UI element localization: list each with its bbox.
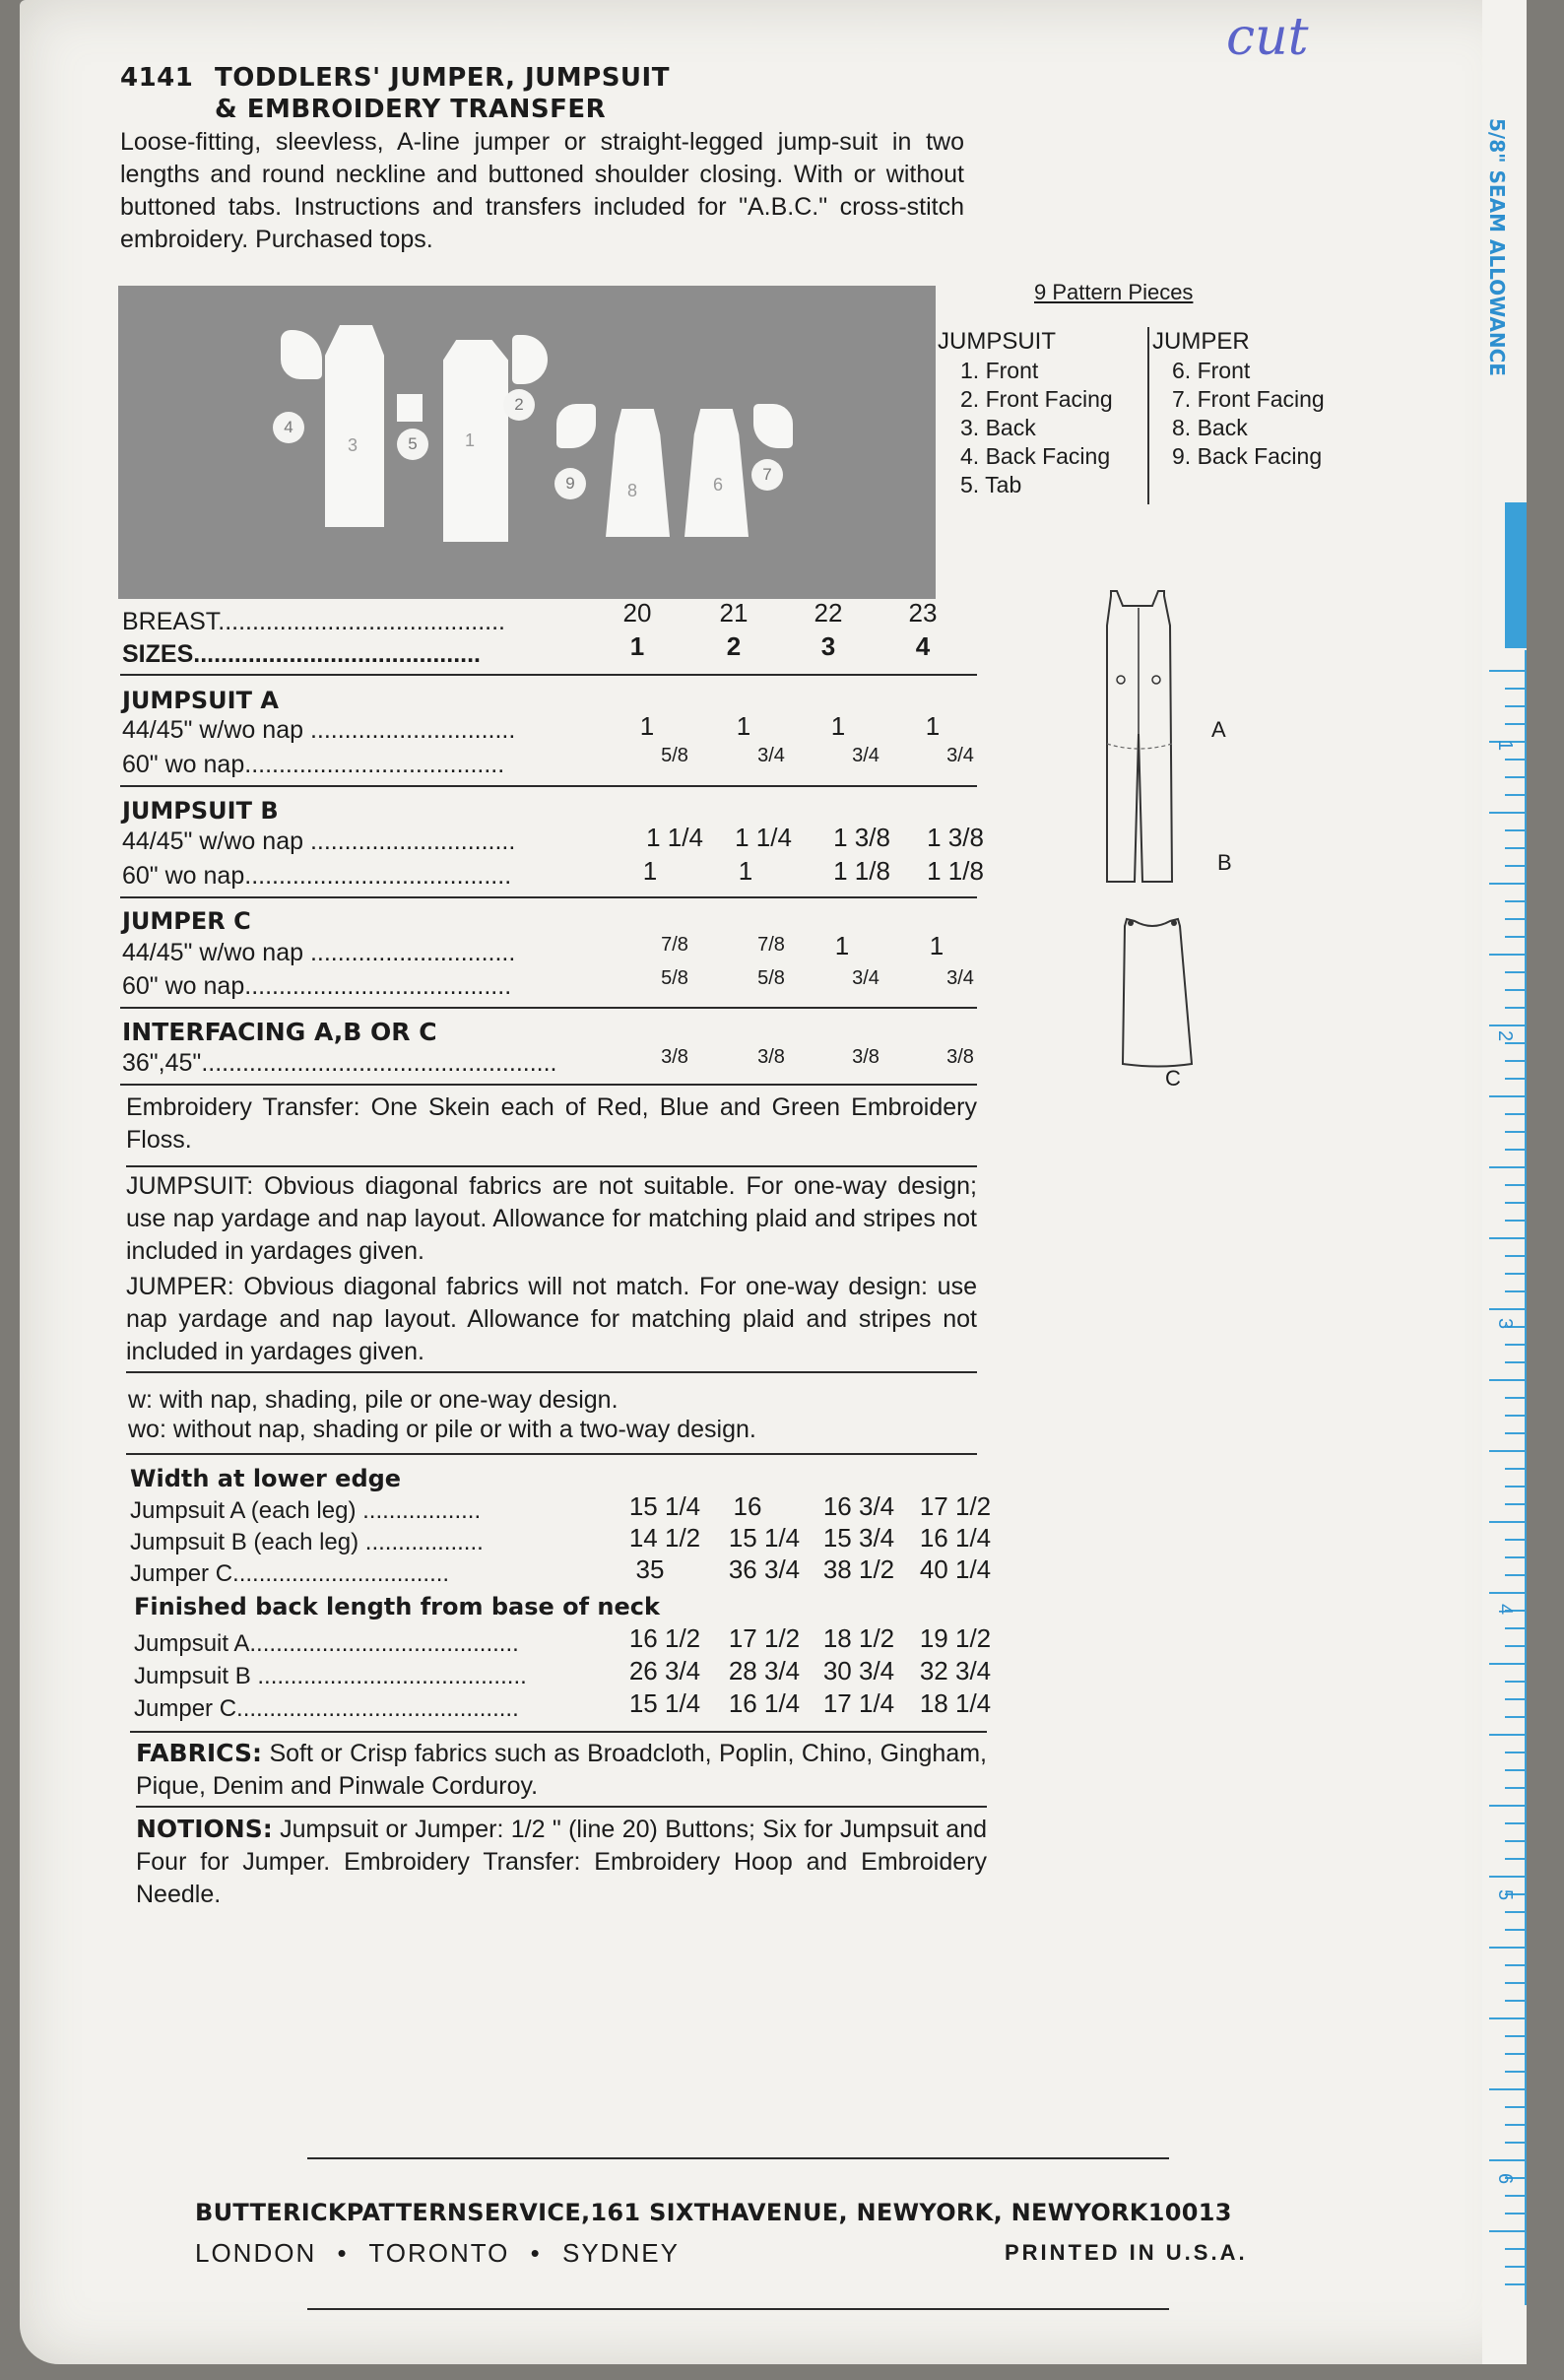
measurement-value: 18 1/4 (919, 1688, 992, 1718)
ruler-tick (1505, 2283, 1525, 2285)
yardage-value: 1 1/8 (833, 856, 890, 886)
yardage-value: 3/4 (946, 745, 974, 766)
publisher-cities: LONDON • TORONTO • SYDNEY (195, 2238, 680, 2268)
piece-number-label: 1 (465, 430, 476, 450)
measurement-value: 14 1/2 (628, 1523, 701, 1553)
ruler-tick (1505, 1822, 1525, 1824)
ruler-tick (1505, 1929, 1525, 1931)
ruler-tick (1505, 1042, 1525, 1044)
printed-in-usa: PRINTED IN U.S.A. (1005, 2240, 1248, 2265)
list-item: 7. Front Facing (1172, 386, 1325, 412)
ruler-tick (1505, 1716, 1525, 1718)
yardage-value: 7/8 (757, 934, 785, 956)
measurement-row-label: Jumper C................................. (130, 1560, 450, 1587)
ruler-tick (1505, 794, 1525, 796)
yardage-row-label: 36",45".................................................... (122, 1049, 557, 1077)
yardage-row-label: 60" wo nap....................................... (122, 862, 512, 890)
ruler-tick (1505, 1202, 1525, 1204)
yardage-row-label: 44/45" w/wo nap .............................. (122, 716, 516, 744)
ruler-tick (1505, 918, 1525, 920)
ruler-tick (1505, 688, 1525, 690)
ruler-tick (1505, 2106, 1525, 2108)
list-item: 8. Back (1172, 415, 1248, 440)
yardage-value: 1 (929, 931, 945, 960)
ruler-tick (1489, 1805, 1525, 1807)
ruler-tick (1505, 1255, 1525, 1257)
ruler-tick (1505, 1397, 1525, 1399)
ruler-tick (1489, 1379, 1525, 1381)
ruler-tick (1489, 1592, 1525, 1594)
ruler-tick (1489, 2088, 1525, 2090)
ruler-tick (1505, 2035, 1525, 2037)
ruler-tick (1505, 829, 1525, 831)
pattern-pieces-heading: 9 Pattern Pieces (1034, 280, 1194, 304)
pattern-description: Loose-fitting, sleevless, A-line jumper or straight-legged jump-suit in two lengths and round neckline and buttoned shoulder closing. With or without buttoned tabs. Instructions and transfers included for "A.B.C." cross-stitch embroidery. Purchased tops. (120, 128, 964, 253)
measurement-value: 15 1/4 (728, 1523, 801, 1553)
piece-number-label: 7 (751, 459, 783, 491)
yardage-value: 3/8 (852, 1046, 880, 1068)
ruler-number: 4 (1494, 1603, 1517, 1616)
jumper-fabric-note: JUMPER: Obvious diagonal fabrics will not match. For one-way design: use nap yardage and nap layout. Allowance for matching plaid and stripes not included in yardages given. (126, 1273, 977, 1365)
ruler-tick (1489, 2017, 1525, 2019)
ruler-tick (1505, 1113, 1525, 1115)
ruler-tick (1505, 1344, 1525, 1346)
ruler-tick (1505, 2248, 1525, 2250)
ruler-tick (1489, 1663, 1525, 1665)
ruler-tick (1505, 1964, 1525, 1966)
ruler-number: 3 (1494, 1317, 1517, 1330)
ruler-tick (1505, 1361, 1525, 1363)
yardage-value: 1 3/8 (833, 823, 890, 852)
ruler-tick (1505, 1698, 1525, 1700)
measurement-value: 36 3/4 (728, 1554, 801, 1584)
notions-section (136, 1813, 987, 1911)
yardage-value: 3/4 (852, 967, 880, 989)
list-item: 4. Back Facing (960, 443, 1111, 469)
measurement-value: 15 1/4 (628, 1491, 701, 1521)
yardage-value: 1 1/4 (646, 823, 703, 852)
ruler-tick (1489, 883, 1525, 885)
jumper-piece-list (1172, 357, 1325, 471)
sketch-label-a: A (1211, 717, 1226, 742)
measurement-value: 16 1/2 (628, 1623, 701, 1653)
ruler-tick (1505, 1556, 1525, 1558)
ruler-tick (1505, 2266, 1525, 2268)
list-item: 3. Back (960, 415, 1036, 440)
list-item: 2. Front Facing (960, 386, 1113, 412)
piece-number-label: 8 (627, 481, 638, 500)
ruler-tick (1489, 670, 1525, 672)
pattern-pieces-photo (118, 286, 936, 599)
yardage-value: 1 (834, 931, 850, 960)
yardage-value: 1 (925, 711, 941, 741)
measurement-row-label: Jumpsuit B ......................................... (134, 1663, 527, 1689)
sizes-label: SIZES.......................................... (122, 640, 481, 668)
ruler-tick (1505, 2124, 1525, 2126)
ruler-tick (1505, 1060, 1525, 1062)
divider (307, 2308, 1169, 2310)
yardage-value: 3/8 (757, 1046, 785, 1068)
ruler-tick (1505, 1645, 1525, 1647)
yardage-value: 1 3/8 (927, 823, 984, 852)
seam-allowance-label: 5/8" SEAM ALLOWANCE (1485, 118, 1509, 376)
fabrics-section (136, 1737, 987, 1803)
jumper-pieces-heading: JUMPER (1152, 328, 1250, 355)
breast-label: BREAST.......................................... (122, 608, 505, 635)
ruler-tick (1505, 1982, 1525, 1984)
piece-number-label: 5 (397, 429, 428, 460)
divider (120, 1084, 977, 1086)
sketch-label-b: B (1217, 850, 1232, 875)
ruler-number: 5 (1494, 1888, 1517, 1901)
divider (120, 896, 977, 898)
divider (136, 1806, 987, 1808)
measurement-value: 26 3/4 (628, 1656, 701, 1686)
piece-number-label: 2 (503, 389, 535, 421)
measurement-value: 35 (635, 1554, 665, 1584)
yardage-value: 5/8 (757, 967, 785, 989)
publisher-address: BUTTERICKPATTERNSERVICE,161 SIXTHAVENUE, NEWYORK, NEWYORK10013 (195, 2199, 1232, 2226)
measurement-value: 17 1/2 (919, 1491, 992, 1521)
ruler-tick (1505, 1769, 1525, 1771)
ruler-tick (1505, 1752, 1525, 1753)
ruler-tick (1505, 1220, 1525, 1222)
yardage-value: 3/8 (661, 1046, 688, 1068)
ruler-tick (1505, 1468, 1525, 1470)
ruler-tick (1505, 1574, 1525, 1576)
notions-text: Jumpsuit or Jumper: 1/2 " (line 20) Buttons; Six for Jumpsuit and Four for Jumper. Embroidery Transfer: Embroidery Hoop and Embroidery Needle. (136, 1816, 988, 1908)
ruler-tick (1505, 900, 1525, 902)
ruler-edge-line (1525, 650, 1527, 2305)
yardage-row-label: 60" wo nap...................................... (122, 751, 505, 778)
ruler-tick (1505, 1415, 1525, 1417)
ruler-tick (1489, 1308, 1525, 1310)
measurement-value: 28 3/4 (728, 1656, 801, 1686)
ruler-tick (1489, 2230, 1525, 2232)
divider (120, 1007, 977, 1009)
breast-value: 23 (908, 598, 938, 628)
ruler-tick (1505, 723, 1525, 725)
ruler-number: 1 (1494, 739, 1517, 752)
fabrics-label: FABRICS: (136, 1739, 262, 1767)
divider (126, 1453, 977, 1455)
ruler-tick (1505, 1486, 1525, 1488)
notions-label: NOTIONS: (136, 1815, 273, 1843)
breast-value: 21 (719, 598, 749, 628)
ruler-tick (1489, 1025, 1525, 1026)
measurement-value: 17 1/2 (728, 1623, 801, 1653)
ruler-tick (1489, 1450, 1525, 1452)
measurement-value: 17 1/4 (822, 1688, 895, 1718)
ruler-tick (1505, 989, 1525, 991)
size-value: 4 (915, 631, 931, 661)
measurement-value: 16 1/4 (919, 1523, 992, 1553)
ruler-tick (1505, 936, 1525, 938)
measurement-value: 16 1/4 (728, 1688, 801, 1718)
yardage-value: 3/4 (852, 745, 880, 766)
measurement-value: 32 3/4 (919, 1656, 992, 1686)
piece-number-label: 6 (713, 475, 724, 495)
embroidery-note: Embroidery Transfer: One Skein each of Red, Blue and Green Embroidery Floss. (126, 1093, 977, 1154)
ruler-number: 6 (1494, 2172, 1517, 2185)
ruler-tick (1489, 1237, 1525, 1239)
ruler-tick (1505, 776, 1525, 778)
ruler-blue-block (1505, 502, 1527, 648)
piece-number-label: 3 (348, 435, 358, 455)
ruler-tick (1505, 1432, 1525, 1434)
ruler-tick (1505, 1787, 1525, 1789)
ruler-tick (1505, 2000, 1525, 2002)
measurement-row-label: Jumpsuit A (each leg) .................. (130, 1497, 482, 1524)
length-heading: Finished back length from base of neck (134, 1593, 660, 1620)
yardage-value: 5/8 (661, 745, 688, 766)
pattern-title-line1: TODDLERS' JUMPER, JUMPSUIT (215, 63, 670, 93)
jumpsuit-b-heading: JUMPSUIT B (122, 797, 279, 825)
yardage-value: 1 1/8 (927, 856, 984, 886)
ruler-tick (1505, 2142, 1525, 2144)
ruler-tick (1505, 2071, 1525, 2073)
ruler-tick (1505, 1627, 1525, 1629)
ruler-tick (1505, 1184, 1525, 1186)
yardage-value: 1 (738, 856, 753, 886)
size-value: 3 (820, 631, 836, 661)
yardage-row-label: 60" wo nap....................................... (122, 972, 512, 1000)
jumpsuit-a-heading: JUMPSUIT A (122, 687, 279, 714)
yardage-row-label: 44/45" w/wo nap .............................. (122, 939, 516, 966)
ruler-tick (1505, 1007, 1525, 1009)
jumpsuit-piece-list (960, 357, 1113, 499)
yardage-value: 3/4 (946, 967, 974, 989)
measurement-row-label: Jumper C........................................... (134, 1695, 519, 1722)
divider (126, 1165, 977, 1167)
jumper-c-heading: JUMPER C (122, 907, 251, 935)
yardage-value: 3/4 (757, 745, 785, 766)
ruler-tick (1489, 812, 1525, 814)
jumpsuit-pieces-heading: JUMPSUIT (938, 328, 1056, 355)
ruler-tick (1505, 1131, 1525, 1133)
pattern-number: 4141 (120, 63, 194, 93)
ruler-tick (1505, 1149, 1525, 1151)
ruler-tick (1489, 1166, 1525, 1168)
size-value: 2 (726, 631, 742, 661)
ruler-tick (1505, 1911, 1525, 1913)
yardage-value: 1 (736, 711, 751, 741)
ruler-tick (1505, 971, 1525, 973)
ruler-tick (1505, 2213, 1525, 2215)
breast-value: 22 (814, 598, 843, 628)
ruler-tick (1489, 954, 1525, 956)
interfacing-heading: INTERFACING A,B OR C (122, 1018, 437, 1046)
measurement-value: 30 3/4 (822, 1656, 895, 1686)
divider (130, 1731, 987, 1733)
ruler-tick (1505, 1273, 1525, 1275)
pieces-divider (1147, 327, 1149, 504)
ruler-tick (1489, 2159, 1525, 2161)
measurement-value: 38 1/2 (822, 1554, 895, 1584)
nap-w-note: w: with nap, shading, pile or one-way design. (128, 1386, 619, 1414)
measurement-value: 16 3/4 (822, 1491, 895, 1521)
ruler-number: 2 (1494, 1029, 1517, 1042)
yardage-value: 7/8 (661, 934, 688, 956)
yardage-value: 1 (830, 711, 846, 741)
width-heading: Width at lower edge (130, 1465, 402, 1492)
size-value: 1 (629, 631, 645, 661)
measurement-value: 18 1/2 (822, 1623, 895, 1653)
piece-number-label: 4 (273, 412, 304, 443)
pattern-title-line2: & EMBROIDERY TRANSFER (215, 95, 607, 124)
ruler-tick (1505, 759, 1525, 760)
yardage-value: 5/8 (661, 967, 688, 989)
ruler-tick (1505, 1840, 1525, 1842)
ruler-tick (1489, 1521, 1525, 1523)
jumper-sketch (1113, 911, 1231, 1079)
ruler-tick (1505, 865, 1525, 867)
list-item: 6. Front (1172, 358, 1251, 383)
measurement-row-label: Jumpsuit B (each leg) .................. (130, 1529, 484, 1555)
ruler-tick (1505, 1290, 1525, 1292)
measurement-value: 40 1/4 (919, 1554, 992, 1584)
divider (120, 674, 977, 676)
divider (120, 785, 977, 787)
ruler-tick (1505, 1503, 1525, 1505)
city: TORONTO (368, 2238, 510, 2268)
ruler-tick (1505, 2053, 1525, 2055)
yardage-value: 3/8 (946, 1046, 974, 1068)
list-item: 5. Tab (960, 472, 1022, 497)
divider (126, 1371, 977, 1373)
ruler-tick (1505, 1539, 1525, 1541)
ruler-tick (1505, 2195, 1525, 2197)
city: SYDNEY (562, 2238, 680, 2268)
measurement-value: 15 1/4 (628, 1688, 701, 1718)
ruler-tick (1505, 1078, 1525, 1080)
divider (307, 2157, 1169, 2159)
jumpsuit-fabric-note: JUMPSUIT: Obvious diagonal fabrics are not suitable. For one-way design; use nap yardage and nap layout. Allowance for matching plaid and stripes not included in yardages given. (126, 1172, 977, 1265)
ruler-tick (1505, 705, 1525, 707)
measurement-value: 16 (733, 1491, 762, 1521)
ruler-tick (1489, 1095, 1525, 1097)
breast-value: 20 (622, 598, 652, 628)
yardage-value: 1 (639, 711, 655, 741)
measurement-row-label: Jumpsuit A......................................... (134, 1630, 519, 1657)
list-item: 1. Front (960, 358, 1039, 383)
list-item: 9. Back Facing (1172, 443, 1323, 469)
ruler-tick (1489, 1947, 1525, 1949)
yardage-row-label: 44/45" w/wo nap .............................. (122, 827, 516, 855)
yardage-value: 1 1/4 (735, 823, 792, 852)
city: LONDON (195, 2238, 317, 2268)
nap-wo-note: wo: without nap, shading or pile or with a two-way design. (128, 1416, 756, 1443)
piece-number-label: 9 (554, 468, 586, 499)
ruler-tick (1505, 1681, 1525, 1683)
yardage-value: 1 (642, 856, 658, 886)
measurement-value: 19 1/2 (919, 1623, 992, 1653)
ruler-tick (1489, 1734, 1525, 1736)
ruler-tick (1505, 847, 1525, 849)
ruler-tick (1489, 1876, 1525, 1878)
measurement-value: 15 3/4 (822, 1523, 895, 1553)
sketch-label-c: C (1165, 1066, 1181, 1091)
ruler-tick (1505, 1858, 1525, 1860)
fabrics-text: Soft or Crisp fabrics such as Broadcloth, Poplin, Chino, Gingham, Pique, Denim and Pinwale Corduroy. (136, 1740, 988, 1800)
handwritten-note: cut (1226, 8, 1309, 67)
